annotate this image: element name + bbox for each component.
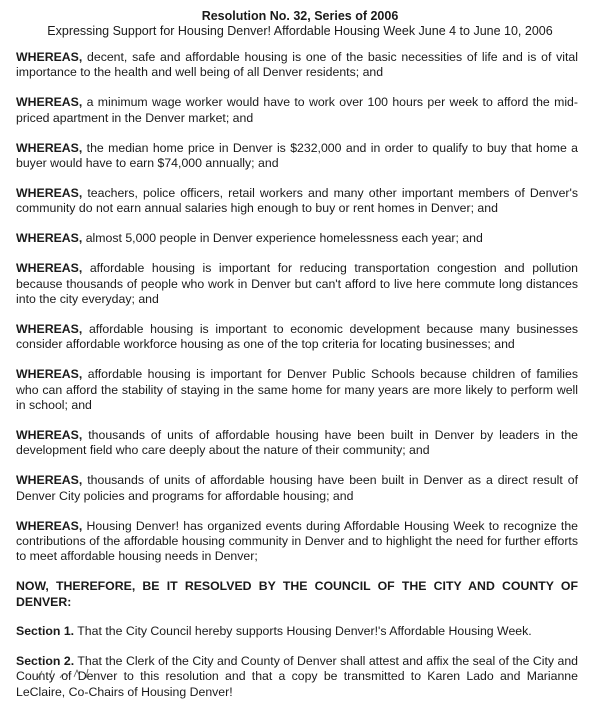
- whereas-clause-8: [16, 367, 578, 413]
- whereas-keyword: WHEREAS,: [16, 95, 83, 110]
- whereas-keyword: WHEREAS,: [16, 473, 83, 488]
- whereas-keyword: WHEREAS,: [16, 261, 83, 276]
- whereas-text: thousands of units of affordable housing have been built in Denver by leaders in the development field who care deeply about the nature of their community; and: [16, 427, 578, 458]
- section-label: Section 2.: [16, 653, 75, 668]
- whereas-keyword: WHEREAS,: [16, 367, 83, 382]
- whereas-text: affordable housing is important for Denver Public Schools because children of families who can afford the stability of staying in the same home for many years are more likely to perform well in school; and: [16, 367, 578, 412]
- whereas-text: the median home price in Denver is $232,000 and in order to qualify to buy that home a buyer would have to earn $74,000 annually; and: [16, 140, 578, 171]
- resolved-heading: NOW, THEREFORE, BE IT RESOLVED BY THE COUNCIL OF THE CITY AND COUNTY OF DENVER:: [16, 579, 578, 609]
- resolution-subtitle: Expressing Support for Housing Denver! Affordable Housing Week June 4 to June 10, 2006: [47, 24, 553, 38]
- whereas-clause-2: [16, 95, 578, 126]
- whereas-clause-7: [16, 322, 578, 353]
- whereas-clause-6: [16, 261, 578, 307]
- whereas-keyword: WHEREAS,: [16, 427, 83, 442]
- whereas-text: Housing Denver! has organized events during Affordable Housing Week to recognize the contributions of the affordable housing community in Denver and to highlight the need for further efforts to meet affordable housing needs in Denver;: [16, 518, 578, 564]
- whereas-text: teachers, police officers, retail workers and many other important members of Denver's community do not earn annual salaries high enough to buy or rent homes in Denver; and: [16, 185, 578, 216]
- whereas-text: affordable housing is important to economic development because many businesses consider affordable workforce housing as one of the top criteria for locating businesses; and: [16, 321, 579, 352]
- whereas-keyword: WHEREAS,: [16, 50, 83, 64]
- signature-marks: [30, 667, 150, 679]
- resolution-body: [16, 50, 578, 715]
- section-text: That the City Council hereby supports Housing Denver!'s Affordable Housing Week.: [77, 624, 532, 639]
- whereas-keyword: WHEREAS,: [16, 518, 83, 533]
- whereas-clause-11: [16, 519, 578, 565]
- whereas-text: a minimum wage worker would have to work over 100 hours per week to afford the mid-priced apartment in the Denver market; and: [16, 95, 578, 125]
- whereas-clause-9: [16, 428, 578, 459]
- section-1: [16, 624, 578, 639]
- section-text: That the Clerk of the City and County of Denver shall attest and affix the seal of the City and County of Denver to this resolution and that a copy be transmitted to Karen Lado and Marianne LeClaire, Co-Chairs of Housing Denver!: [16, 653, 579, 699]
- resolution-title: Resolution No. 32, Series of 2006: [201, 9, 399, 23]
- whereas-clause-5: [16, 231, 578, 246]
- whereas-clause-4: [16, 186, 578, 217]
- whereas-keyword: WHEREAS,: [16, 140, 83, 155]
- whereas-clause-1: [16, 50, 578, 81]
- whereas-keyword: WHEREAS,: [16, 321, 83, 336]
- whereas-text: almost 5,000 people in Denver experience homelessness each year; and: [85, 231, 483, 246]
- whereas-clause-10: [16, 473, 578, 504]
- whereas-keyword: WHEREAS,: [16, 185, 83, 200]
- whereas-text: thousands of units of affordable housing have been built in Denver as a direct result of Denver City policies and programs for affordable housing; and: [16, 473, 578, 503]
- whereas-keyword: WHEREAS,: [16, 231, 83, 246]
- whereas-text: decent, safe and affordable housing is one of the basic necessities of life and is of vital importance to the health and well being of all Denver residents; and: [16, 50, 578, 80]
- whereas-clause-3: [16, 141, 578, 172]
- resolution-header: [0, 9, 600, 39]
- whereas-text: affordable housing is important for reducing transportation congestion and pollution because thousands of people who work in Denver but can't afford to live here commute long distances into the city everyday; and: [16, 261, 579, 306]
- section-label: Section 1.: [16, 624, 75, 639]
